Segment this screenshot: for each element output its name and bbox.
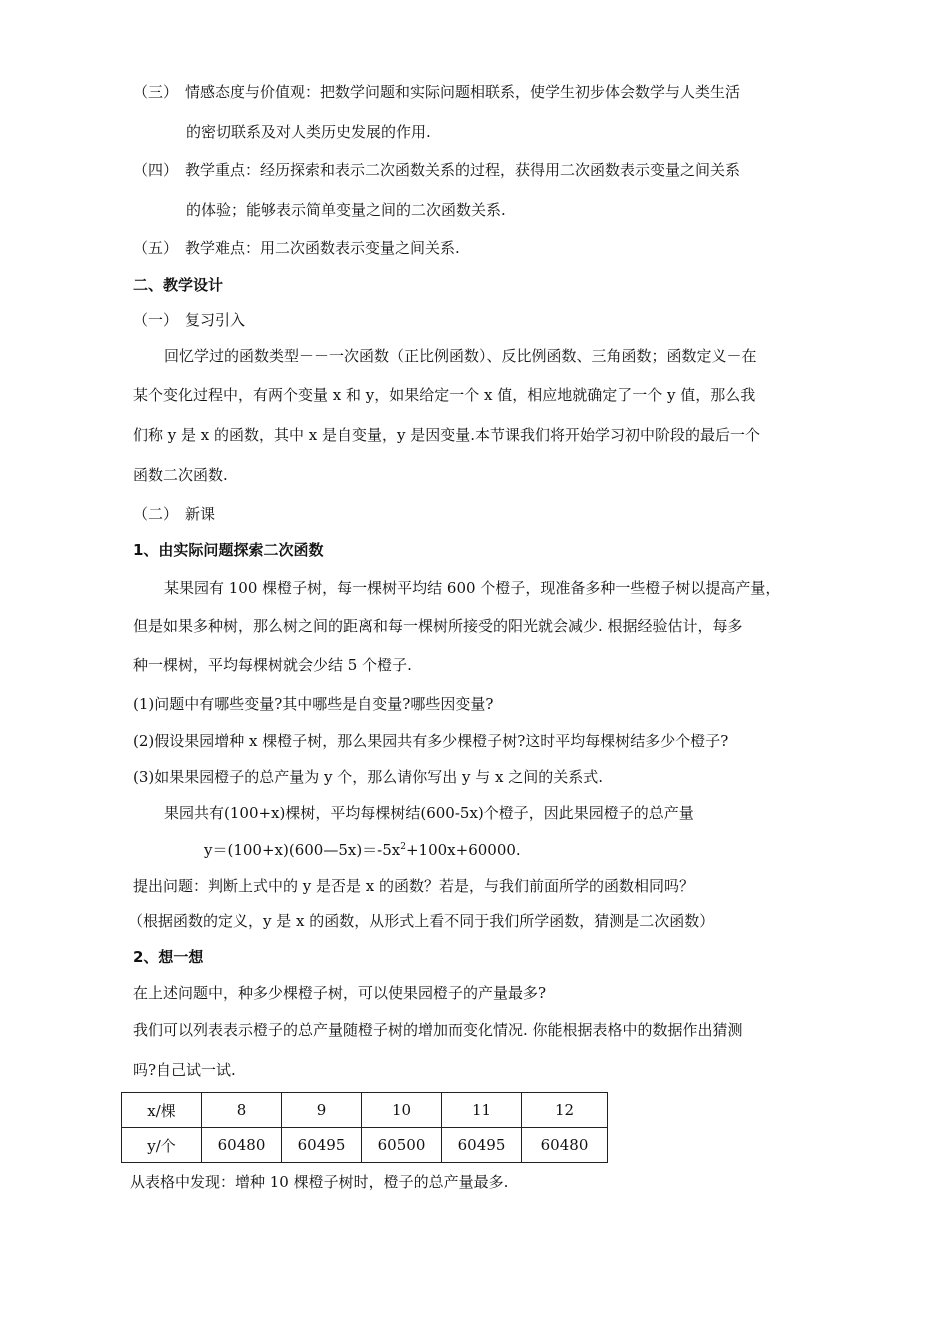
review-title: 复习引入 <box>185 311 246 329</box>
goal-item-5-text: 教学难点：用二次函数表示变量之间关系. <box>185 239 460 257</box>
goal-item-3-continuation: 的密切联系及对人类历史发展的作用. <box>186 123 431 141</box>
section1-paragraph-line-2: 但是如果多种树，那么树之间的距离和每一棵树所接受的阳光就会减少. 根据经验估计，每多 <box>133 617 743 635</box>
data-table <box>121 1092 608 1163</box>
goal-item-3-number: （三） <box>133 83 179 101</box>
question-1: (1)问题中有哪些变量?其中哪些是自变量?哪些因变量? <box>133 695 494 713</box>
table-row <box>122 1093 608 1128</box>
section1-paragraph-line-1: 某果园有 100 棵橙子树，每一棵树平均结 600 个橙子，现准备多种一些橙子树以提高产量， <box>164 579 781 597</box>
table-row-label-y: y/个 <box>122 1128 202 1163</box>
table-cell: 9 <box>282 1093 362 1128</box>
newlesson-title: 新课 <box>185 505 216 523</box>
table-cell: 10 <box>362 1093 442 1128</box>
review-paragraph-line-2: 某个变化过程中，有两个变量 x 和 y，如果给定一个 x 值，相应地就确定了一个 y 值，那么我 <box>133 386 756 404</box>
goal-item-4-text: 教学重点：经历探索和表示二次函数关系的过程，获得用二次函数表示变量之间关系 <box>185 161 741 179</box>
newlesson-subheading <box>133 504 215 524</box>
review-paragraph-line-4: 函数二次函数. <box>133 466 228 484</box>
section2-heading: 2、想一想 <box>133 948 204 966</box>
goal-item-4-number: （四） <box>133 161 179 179</box>
table-cell: 12 <box>522 1093 608 1128</box>
formula <box>204 840 521 860</box>
review-subheading <box>133 310 245 330</box>
table-cell: 60495 <box>282 1128 362 1163</box>
review-number: （一） <box>133 311 179 329</box>
table-cell: 60495 <box>442 1128 522 1163</box>
formula-exponent: 2 <box>400 842 406 852</box>
question-3: (3)如果果园橙子的总产量为 y 个，那么请你写出 y 与 x 之间的关系式. <box>133 768 604 786</box>
goal-item-3-text: 情感态度与价值观：把数学问题和实际问题相联系，使学生初步体会数学与人类生活 <box>185 83 741 101</box>
goal-item-5-number: （五） <box>133 239 179 257</box>
goal-item-4-continuation: 的体验；能够表示简单变量之间的二次函数关系. <box>186 201 506 219</box>
table-row <box>122 1128 608 1163</box>
goal-item-5 <box>133 238 460 258</box>
section2-paragraph-line-1: 在上述问题中，种多少棵橙子树，可以使果园橙子的产量最多? <box>133 984 547 1002</box>
table-cell: 8 <box>202 1093 282 1128</box>
section2-paragraph-line-2: 我们可以列表表示橙子的总产量随橙子树的增加而变化情况. 你能根据表格中的数据作出猜测 <box>133 1021 743 1039</box>
explanation-note: （根据函数的定义，y 是 x 的函数，从形式上看不同于我们所学函数，猜测是二次函数） <box>128 912 715 930</box>
question-2: (2)假设果园增种 x 棵橙子树，那么果园共有多少棵橙子树?这时平均每棵树结多少个橙子? <box>133 732 729 750</box>
goal-item-4 <box>133 160 740 180</box>
formula-left: y＝(100+x)(600—5x)＝-5x <box>204 841 401 859</box>
answer-line: 果园共有(100+x)棵树，平均每棵树结(600-5x)个橙子，因此果园橙子的总产量 <box>164 804 694 822</box>
question-prompt: 提出问题：判断上式中的 y 是否是 x 的函数？若是，与我们前面所学的函数相同吗？ <box>133 877 695 895</box>
table-cell: 11 <box>442 1093 522 1128</box>
review-paragraph-line-3: 们称 y 是 x 的函数，其中 x 是自变量，y 是因变量.本节课我们将开始学习初中阶段的最后一个 <box>133 426 761 444</box>
table-conclusion: 从表格中发现：增种 10 棵橙子树时，橙子的总产量最多. <box>130 1173 509 1191</box>
section1-paragraph-line-3: 种一棵树，平均每棵树就会少结 5 个橙子. <box>133 656 412 674</box>
design-heading: 二、教学设计 <box>133 276 224 294</box>
formula-right: +100x+60000. <box>405 841 521 859</box>
goal-item-3 <box>133 82 740 102</box>
review-paragraph-line-1: 回忆学过的函数类型－－一次函数（正比例函数）、反比例函数、三角函数；函数定义－在 <box>164 347 757 365</box>
table-cell: 60480 <box>522 1128 608 1163</box>
section2-paragraph-line-3: 吗?自己试一试. <box>133 1061 236 1079</box>
table-cell: 60480 <box>202 1128 282 1163</box>
newlesson-number: （二） <box>133 505 179 523</box>
section1-heading: 1、由实际问题探索二次函数 <box>133 541 324 559</box>
table-cell: 60500 <box>362 1128 442 1163</box>
table-row-label-x: x/棵 <box>122 1093 202 1128</box>
